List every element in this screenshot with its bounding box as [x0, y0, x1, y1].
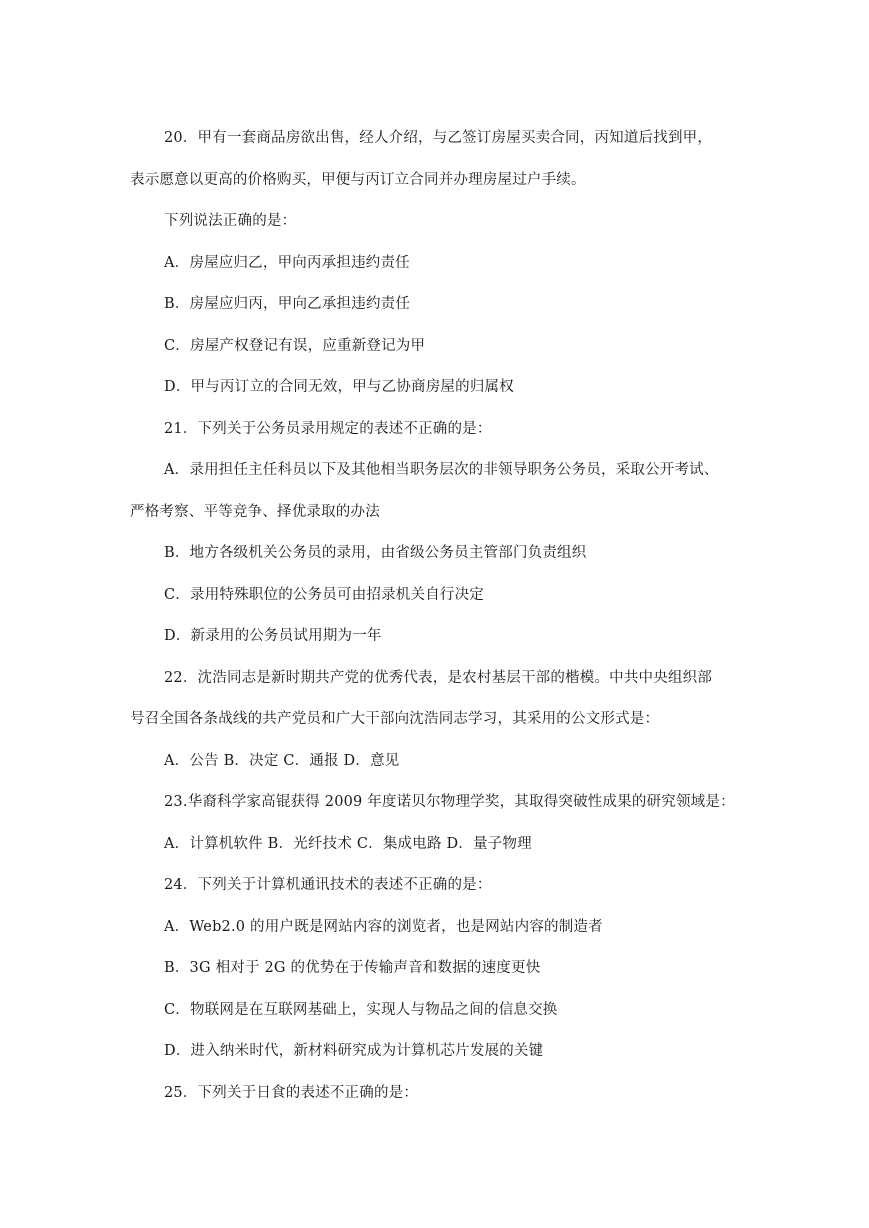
q22-stem-line1: 22．沈浩同志是新时期共产党的优秀代表，是农村基层干部的楷模。中共中央组织部 — [164, 670, 713, 686]
q21-stem: 21．下列关于公务员录用规定的表述不正确的是： — [164, 421, 492, 437]
q21-option-a-line2: 严格考察、平等竞争、择优录取的办法 — [130, 504, 380, 520]
q22-options: A．公告 B．决定 C．通报 D．意见 — [164, 753, 400, 769]
q23-stem: 23.华裔科学家高锟获得 2009 年度诺贝尔物理学奖，其取得突破性成果的研究领域是： — [164, 794, 735, 810]
q24-option-c: C．物联网是在互联网基础上，实现人与物品之间的信息交换 — [164, 1002, 558, 1018]
q21-option-c: C．录用特殊职位的公务员可由招录机关自行决定 — [164, 587, 484, 603]
q23-options: A．计算机软件 B．光纤技术 C．集成电路 D．量子物理 — [164, 836, 532, 852]
q20-option-d: D．甲与丙订立的合同无效，甲与乙协商房屋的归属权 — [164, 379, 514, 395]
q20-option-a: A．房屋应归乙，甲向丙承担违约责任 — [164, 255, 410, 271]
q24-stem: 24．下列关于计算机通讯技术的表述不正确的是： — [164, 877, 492, 893]
q20-option-b: B．房屋应归丙，甲向乙承担违约责任 — [164, 296, 411, 312]
q21-option-d: D．新录用的公务员试用期为一年 — [164, 628, 382, 644]
q24-option-a: A．Web2.0 的用户既是网站内容的浏览者，也是网站内容的制造者 — [164, 919, 603, 935]
q24-option-b: B．3G 相对于 2G 的优势在于传输声音和数据的速度更快 — [164, 960, 541, 976]
q24-option-d: D．进入纳米时代，新材料研究成为计算机芯片发展的关键 — [164, 1043, 544, 1059]
q21-option-b: B．地方各级机关公务员的录用，由省级公务员主管部门负责组织 — [164, 545, 587, 561]
q21-option-a-line1: A．录用担任主任科员以下及其他相当职务层次的非领导职务公务员，采取公开考试、 — [164, 462, 719, 478]
q22-stem-line2: 号召全国各条战线的共产党员和广大干部向沈浩同志学习，其采用的公文形式是： — [130, 711, 660, 727]
q25-stem: 25．下列关于日食的表述不正确的是： — [164, 1085, 419, 1101]
q20-stem-line2: 表示愿意以更高的价格购买，甲便与丙订立合同并办理房屋过户手续。 — [130, 172, 586, 188]
q20-stem-line1: 20．甲有一套商品房欲出售，经人介绍，与乙签订房屋买卖合同，丙知道后找到甲， — [164, 130, 713, 146]
q20-option-c: C．房屋产权登记有误，应重新登记为甲 — [164, 338, 426, 354]
q20-prompt: 下列说法正确的是： — [164, 213, 297, 229]
